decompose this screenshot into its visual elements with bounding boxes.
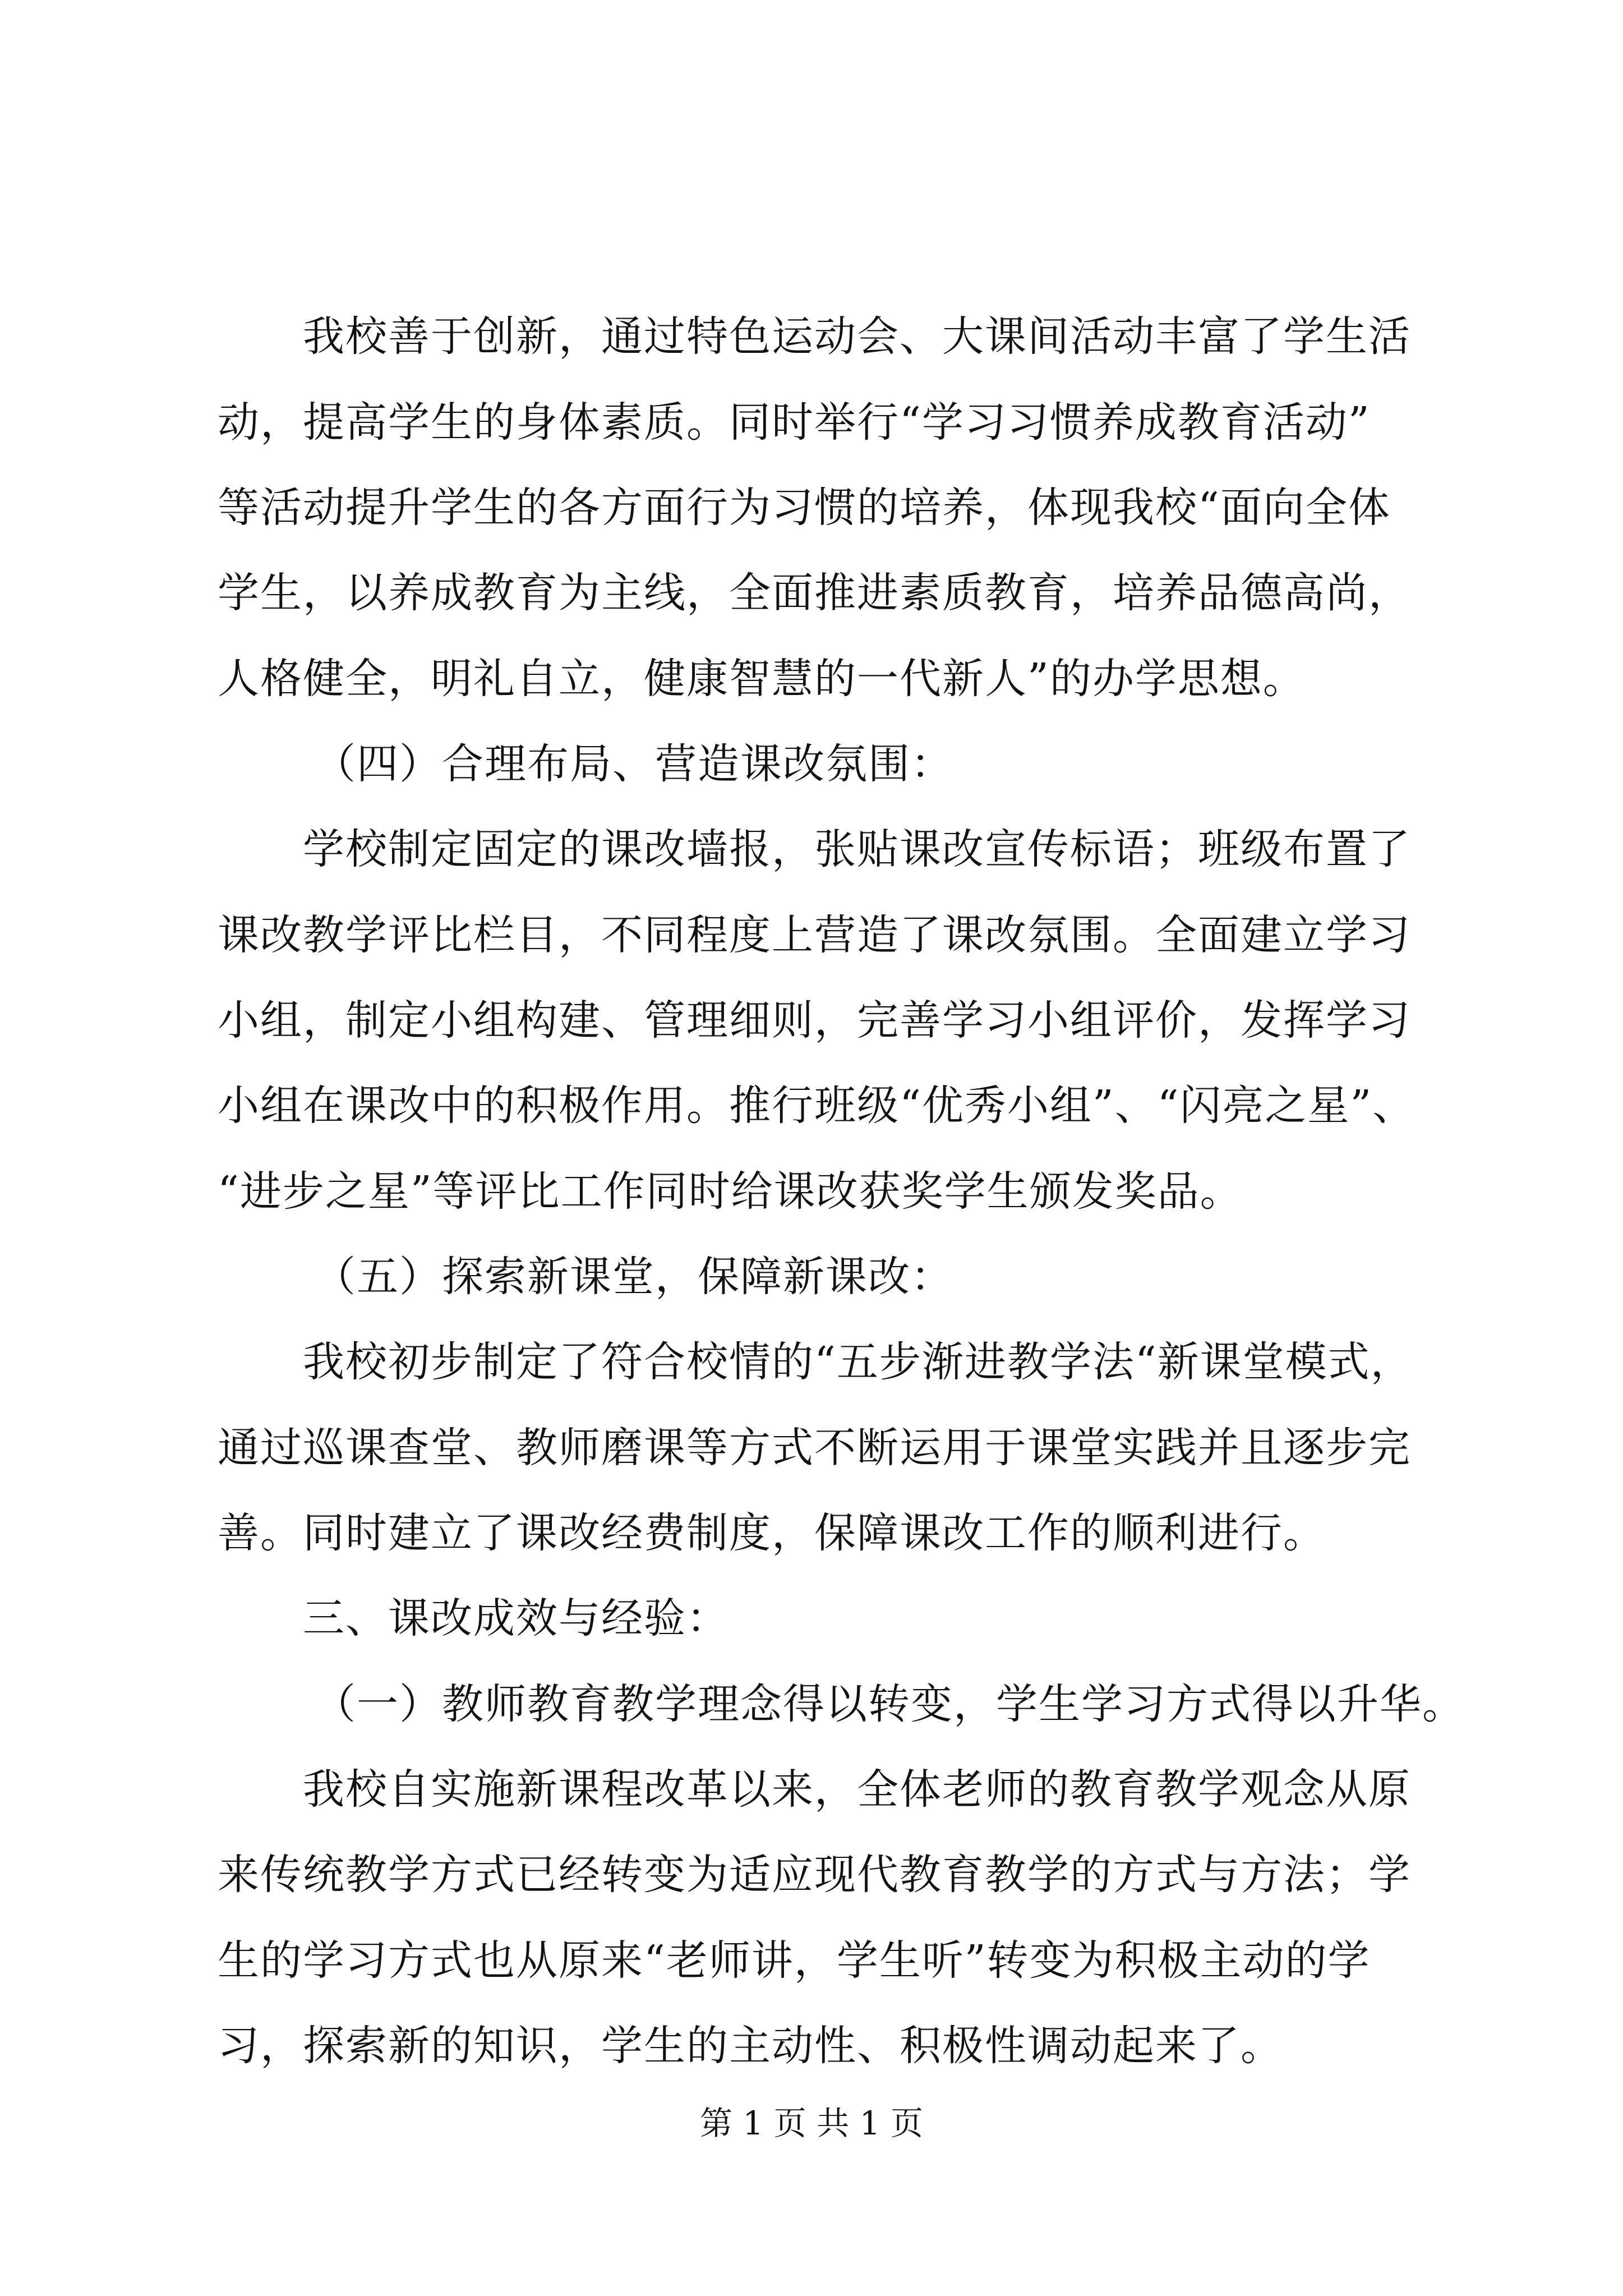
text-line: 我校自实施新课程改革以来，全体老师的教育教学观念从原 bbox=[303, 1765, 1411, 1814]
text-line: 我校初步制定了符合校情的“五步渐进教学法“新课堂模式， bbox=[303, 1338, 1413, 1386]
text-line: 课改教学评比栏目，不同程度上营造了课改氛围。全面建立学习 bbox=[218, 911, 1411, 959]
text-line: 学生，以养成教育为主线，全面推进素质教育，培养品德高尚， bbox=[218, 569, 1411, 617]
text-line: 人格健全，明礼自立，健康智慧的一代新人”的办学思想。 bbox=[218, 655, 1306, 703]
section-heading: 三、课改成效与经验： bbox=[303, 1594, 729, 1642]
section-heading: （五）探索新课堂，保障新课改： bbox=[314, 1253, 953, 1301]
text-line: 通过巡课查堂、教师磨课等方式不断运用于课堂实践并且逐步完 bbox=[218, 1424, 1411, 1472]
section-heading: （四）合理布局、营造课改氛围： bbox=[314, 740, 953, 788]
text-line: 来传统教学方式已经转变为适应现代教育教学的方式与方法；学 bbox=[218, 1851, 1411, 1899]
text-line: 学校制定固定的课改墙报，张贴课改宣传标语；班级布置了 bbox=[303, 825, 1411, 873]
text-line: “进步之星”等评比工作同时给课改获奖学生颁发奖品。 bbox=[218, 1167, 1243, 1216]
text-line: 等活动提升学生的各方面行为习惯的培养，体现我校“面向全体 bbox=[218, 484, 1391, 532]
text-line: 善。同时建立了课改经费制度，保障课改工作的顺利进行。 bbox=[218, 1509, 1326, 1557]
text-line: 习，探索新的知识，学生的主动性、积极性调动起来了。 bbox=[218, 2022, 1283, 2070]
subsection-heading: （一）教师教育教学理念得以转变，学生学习方式得以升华。 bbox=[314, 1680, 1465, 1728]
page-footer: 第 1 页 共 1 页 bbox=[700, 2104, 923, 2142]
text-line: 小组在课改中的积极作用。推行班级“优秀小组”、“闪亮之星”、 bbox=[218, 1082, 1415, 1130]
text-line: 我校善于创新，通过特色运动会、大课间活动丰富了学生活 bbox=[303, 312, 1411, 361]
text-line: 小组，制定小组构建、管理细则，完善学习小组评价，发挥学习 bbox=[218, 996, 1411, 1045]
text-line: 生的学习方式也从原来“老师讲，学生听”转变为积极主动的学 bbox=[218, 1936, 1371, 1985]
text-line: 动，提高学生的身体素质。同时举行“学习习惯养成教育活动” bbox=[218, 398, 1371, 447]
